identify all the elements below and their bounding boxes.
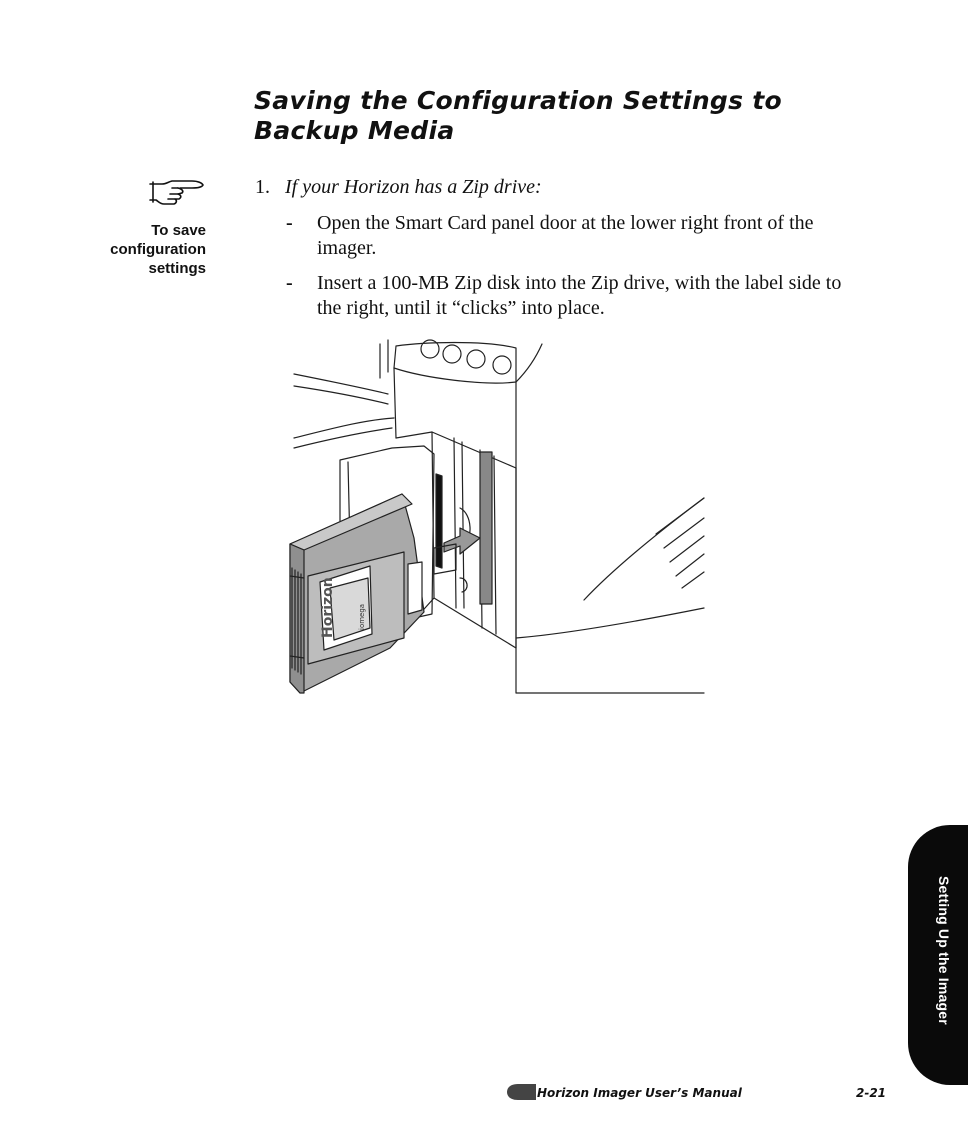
margin-note-line-2: configuration [110, 241, 206, 258]
step-1 [255, 174, 875, 200]
heading-line-1: Saving the Configuration Settings to [254, 86, 783, 115]
bullet-dash: - [286, 272, 293, 294]
step-number: 1. [255, 176, 270, 198]
pointing-hand-icon [80, 176, 206, 211]
bullet-text: Insert a 100-MB Zip disk into the Zip drive, with the label side to the right, until it “clicks” into place. [317, 272, 842, 319]
margin-note [80, 176, 206, 278]
bullet-item [286, 211, 861, 261]
disk-brand: iomega [358, 603, 366, 630]
bullet-item [286, 271, 861, 321]
bullet-text: Open the Smart Card panel door at the lower right front of the imager. [317, 212, 814, 259]
chapter-side-tab-label: Setting Up the Imager [936, 876, 952, 1025]
heading-line-2: Backup Media [254, 116, 455, 145]
margin-note-line-1: To save [151, 222, 206, 239]
margin-note-line-3: settings [148, 260, 206, 277]
section-heading [254, 86, 874, 146]
bullet-dash: - [286, 212, 293, 234]
disk-label: Horizon [320, 577, 336, 638]
zip-drive-illustration [284, 338, 709, 698]
footer-swoosh-icon [506, 1082, 536, 1106]
footer-manual-title: Horizon Imager User’s Manual [537, 1086, 742, 1100]
step-lead: If your Horizon has a Zip drive: [285, 176, 542, 198]
footer-page-number: 2-21 [856, 1086, 887, 1100]
